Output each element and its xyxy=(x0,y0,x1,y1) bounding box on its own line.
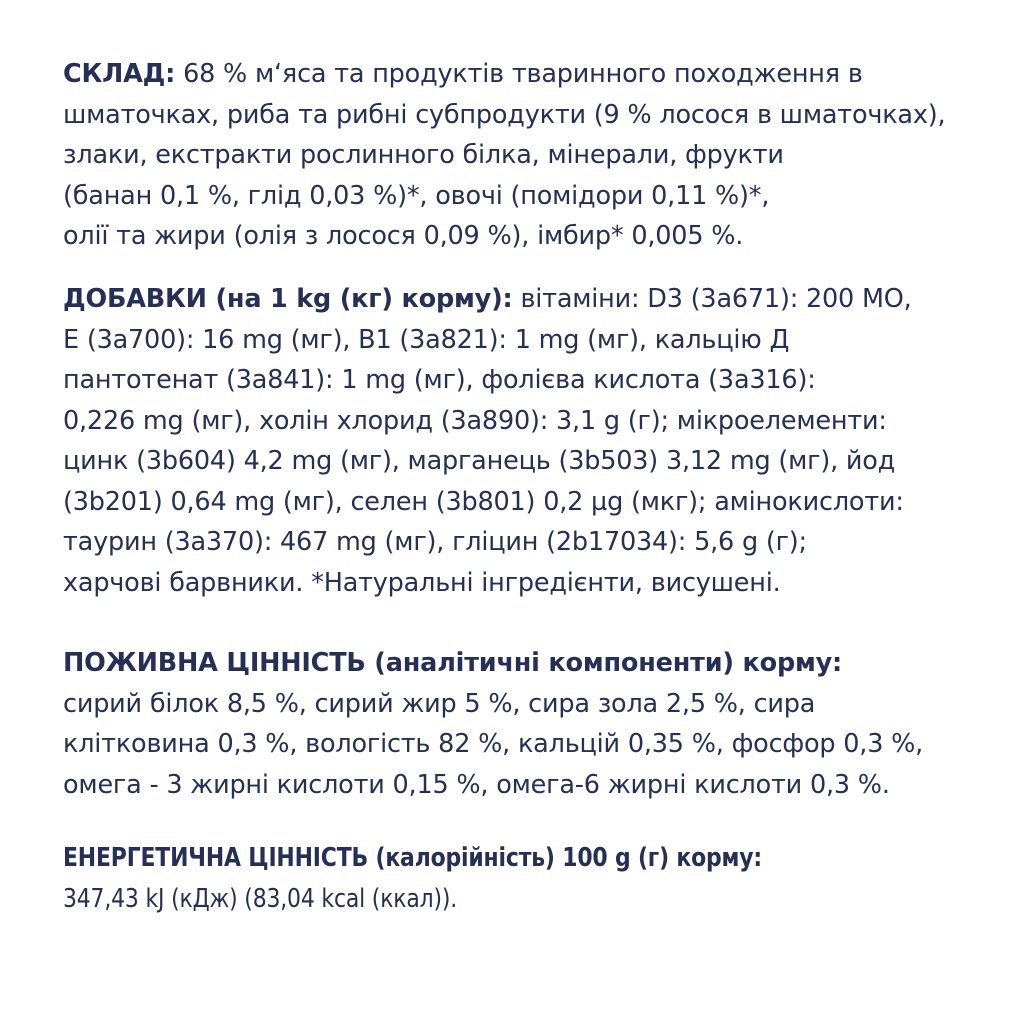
section-heading: ЕНЕРГЕТИЧНА ЦІННІСТЬ (калорійність) 100 g (г) корму: xyxy=(63,843,763,873)
text-line: таурин (3a370): 467 mg (мг), гліцин (2b17034): 5,6 g (г); xyxy=(63,527,807,557)
text-line xyxy=(63,54,1003,95)
section-heading: СКЛАД: xyxy=(63,59,176,89)
text-line: клітковина 0,3 %, вологість 82 %, кальцій 0,35 %, фосфор 0,3 %, xyxy=(63,729,924,759)
text-line: сирий білок 8,5 %, сирий жир 5 %, сира зола 2,5 %, сира xyxy=(63,688,816,719)
additives-section xyxy=(63,279,1003,603)
section-heading: ПОЖИВНА ЦІННІСТЬ (аналітичні компоненти) корму: xyxy=(63,648,843,678)
text-line: шматочках, риба та рибні субпродукти (9 % лосося в шматочках), xyxy=(63,99,946,130)
text-line: омега - 3 жирні кислоти 0,15 %, омега-6 жирні кислоти 0,3 %. xyxy=(63,769,890,800)
text-fragment: вітаміни: D3 (3a671): 200 МО, xyxy=(512,284,912,314)
text-line xyxy=(63,279,1003,320)
text-line: (3b201) 0,64 mg (мг), селен (3b801) 0,2 µg (мкг); амінокислоти: xyxy=(63,486,904,517)
text-line: злаки, екстракти рослинного білка, мінерали, фрукти xyxy=(63,140,784,170)
text-line: 347,43 kJ (кДж) (83,04 kcal (ккал)). xyxy=(63,883,458,914)
text-line: харчові барвники. *Натуральні інгредієнти, висушені. xyxy=(63,567,781,598)
text-line: олії та жири (олія з лосося 0,09 %), імбир* 0,005 %. xyxy=(63,221,744,251)
text-line: E (3a700): 16 mg (мг), B1 (3a821): 1 mg (мг), кальцію Д xyxy=(63,324,790,355)
text-line: 0,226 mg (мг), холін хлорид (3a890): 3,1 g (г); мікроелементи: xyxy=(63,405,887,436)
energy-value-section xyxy=(63,838,1003,919)
text-fragment: 68 % м‘яса та продуктів тваринного походження в xyxy=(175,59,863,89)
text-line: (банан 0,1 %, глід 0,03 %)*, овочі (помідори 0,11 %)*, xyxy=(63,180,770,211)
text-line: цинк (3b604) 4,2 mg (мг), марганець (3b503) 3,12 mg (мг), йод xyxy=(63,446,896,476)
nutritional-value-section xyxy=(63,643,1003,805)
section-heading: ДОБАВКИ (на 1 kg (кг) корму): xyxy=(63,284,513,314)
composition-section xyxy=(63,54,1003,257)
text-line: пантотенат (3a841): 1 mg (мг), фолієва кислота (3a316): xyxy=(63,365,816,395)
